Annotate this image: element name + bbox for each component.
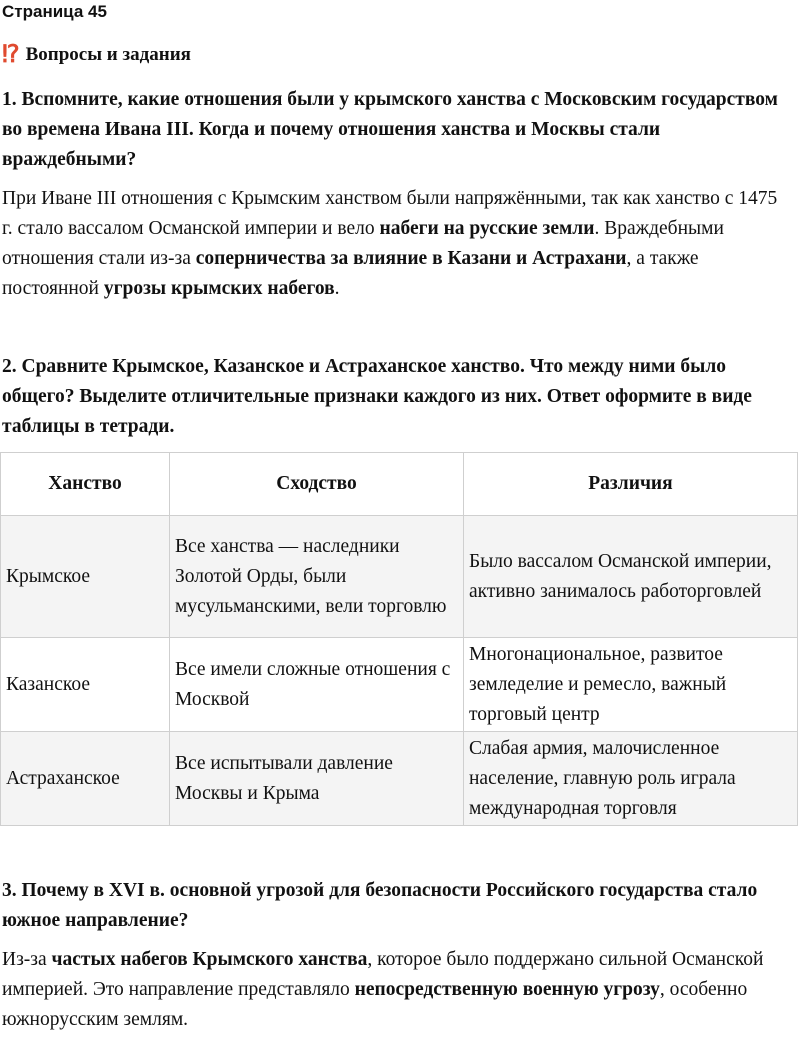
- cell-similarity: Все имели сложные отношения с Москвой: [170, 638, 464, 732]
- answer-text: , особенно южнорусским землям.: [2, 979, 748, 1030]
- header-similarity: Сходство: [170, 453, 464, 516]
- answer-emphasis: непосредственную военную угрозу: [354, 979, 660, 1000]
- cell-differences: Слабая армия, малочисленное население, главную роль играла международная торговля: [464, 732, 798, 826]
- table-row: [1, 732, 798, 826]
- answer-text: Из-за: [2, 949, 52, 970]
- question-1: 1. Вспомните, какие отношения были у крымского ханства с Московским государством во времена Ивана III. Когда и почему отношения ханства и Москвы стали враждебными?: [2, 89, 778, 170]
- header-khanate: Ханство: [1, 453, 170, 516]
- question-3: 3. Почему в XVI в. основной угрозой для безопасности Российского государства стало южное направление?: [2, 880, 758, 931]
- page-label: Страница 45: [2, 2, 107, 21]
- answer-text: .: [334, 278, 340, 299]
- cell-khanate: Казанское: [1, 638, 170, 732]
- cell-differences: Было вассалом Османской империи, активно занималось работорговлей: [464, 516, 798, 638]
- table-row: [1, 516, 798, 638]
- section-heading: [2, 40, 191, 69]
- section-title: Вопросы и задания: [25, 43, 191, 65]
- khanates-table: [0, 452, 798, 826]
- answer-text: , которое было поддержано сильной Османской империей. Это направление представляло: [2, 949, 764, 1000]
- answer-emphasis: угрозы крымских набегов: [103, 278, 335, 299]
- header-differences: Различия: [464, 453, 798, 516]
- answer-emphasis: частых набегов Крымского ханства: [51, 949, 368, 970]
- answer-1: [2, 184, 792, 304]
- table-header-row: [1, 453, 798, 516]
- answer-text: , а также постоянной: [2, 248, 699, 299]
- exclamation-question-icon: ⁉: [2, 41, 18, 68]
- table-row: [1, 638, 798, 732]
- cell-similarity: Все испытывали давление Москвы и Крыма: [170, 732, 464, 826]
- answer-emphasis: набеги на русские земли: [379, 218, 595, 239]
- cell-differences: Многонациональное, развитое земледелие и ремесло, важный торговый центр: [464, 638, 798, 732]
- cell-khanate: Крымское: [1, 516, 170, 638]
- answer-3: [2, 945, 792, 1035]
- answer-text: При Иване III отношения с Крымским ханством были напряжёнными, так как ханство с 1475 г. стало вассалом Османской империи и вело: [2, 188, 778, 239]
- cell-similarity: Все ханства — наследники Золотой Орды, были мусульманскими, вели торговлю: [170, 516, 464, 638]
- question-2: 2. Сравните Крымское, Казанское и Астраханское ханство. Что между ними было общего? Выделите отличительные признаки каждого из них. Ответ оформите в виде таблицы в тетради.: [2, 356, 752, 437]
- answer-text: . Враждебными отношения стали из-за: [2, 218, 724, 269]
- answer-emphasis: соперничества за влияние в Казани и Астрахани: [195, 248, 627, 269]
- cell-khanate: Астраханское: [1, 732, 170, 826]
